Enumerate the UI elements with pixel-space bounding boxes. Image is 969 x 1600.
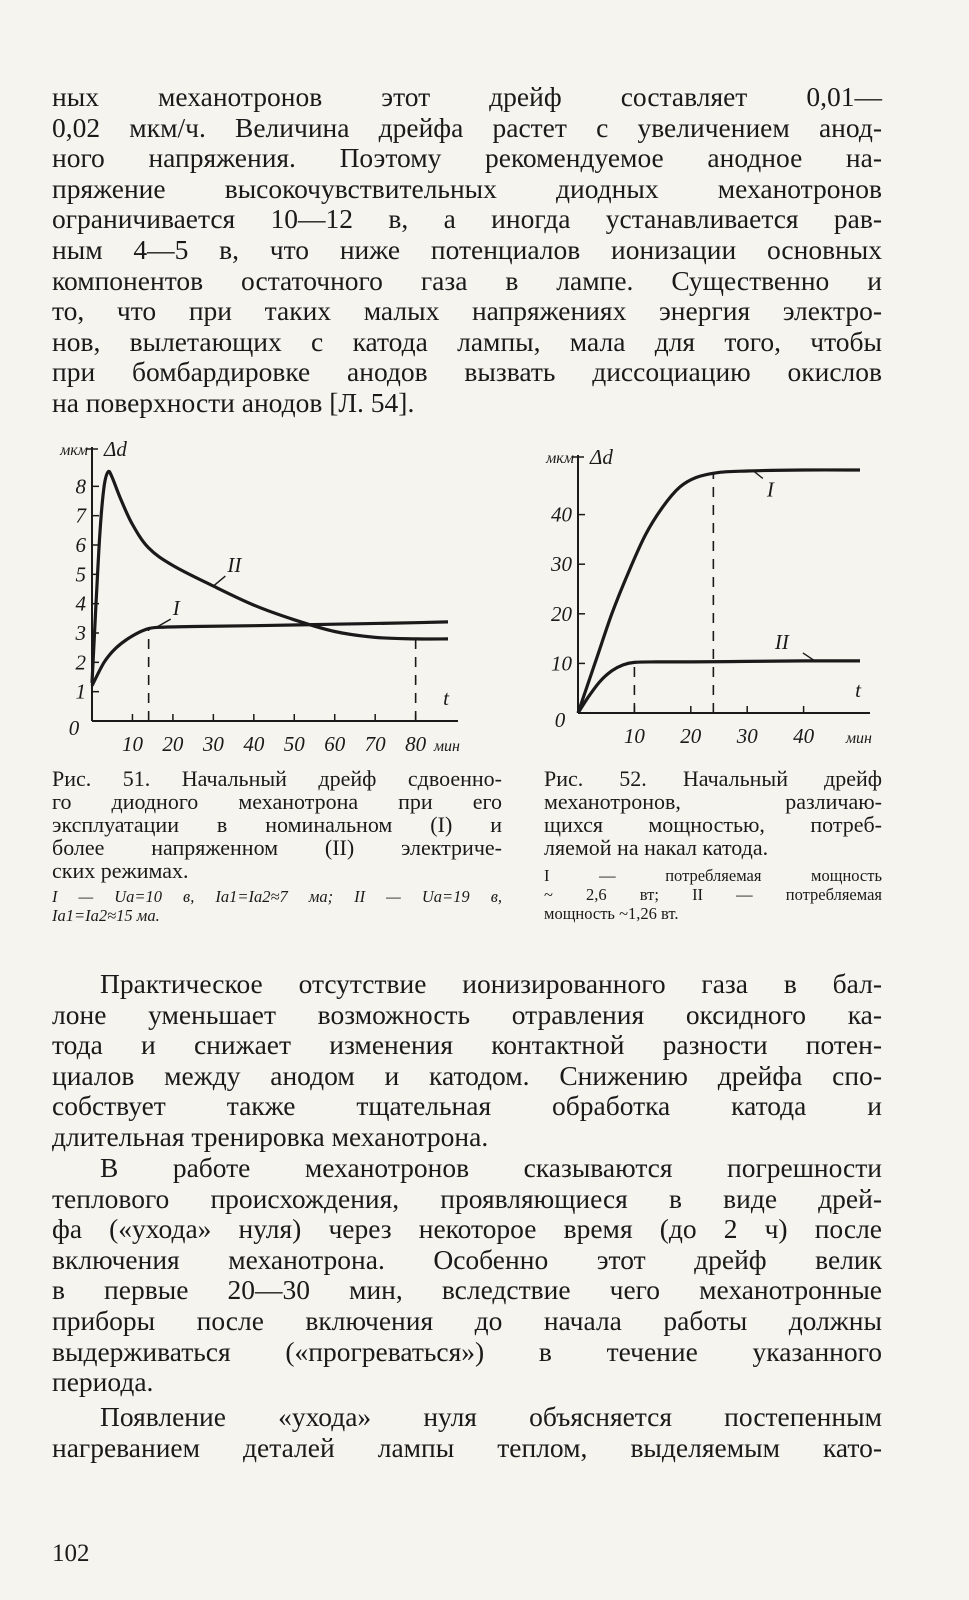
x-axis-label: t [855, 678, 861, 702]
text-line: пряжение высокочувствительных диодных механотронов [52, 172, 882, 204]
legend-line: ~ 2,6 вт; II — потребляемая [544, 885, 882, 904]
figure-52-svg [510, 445, 910, 760]
x-tick-label: 20 [680, 724, 702, 748]
text-line: периода. [52, 1366, 154, 1398]
text-line: 0,02 мкм/ч. Величина дрейфа растет с увеличением анод- [52, 111, 882, 143]
x-tick-label: 20 [162, 732, 184, 756]
text-line: в первые 20—30 мин, вследствие чего механотронные [52, 1274, 882, 1306]
text-line: ным 4—5 в, что ниже потенциалов ионизации основных [52, 233, 882, 265]
series-label: II [774, 629, 789, 654]
origin-label: 0 [554, 708, 566, 732]
text-line: включения механотрона. Особенно этот дрейф велик [52, 1243, 882, 1275]
x-tick-label: 10 [623, 724, 645, 748]
origin-label: 0 [68, 716, 80, 740]
y-tick-label: 6 [75, 533, 86, 557]
figure-51-caption [52, 767, 502, 882]
x-tick-label: 60 [324, 732, 346, 756]
text-line: то, что при таких малых напряжениях энергия электро- [52, 295, 882, 327]
y-tick-label: 2 [75, 650, 86, 675]
caption-line: щихся мощностью, потреб- [544, 812, 882, 837]
legend-line: мощность ~1,26 вт. [544, 904, 679, 923]
y-tick-label: 5 [75, 562, 86, 587]
text-line: теплового происхождения, проявляющиеся в виде дрей- [52, 1182, 882, 1214]
text-line: циалов между анодом и катодом. Снижению дрейфа спо- [52, 1059, 882, 1091]
caption-line: механотронов, различаю- [544, 789, 882, 814]
text-line: собствует также тщательная обработка катода и [52, 1090, 882, 1122]
x-tick-label: 80 [405, 732, 427, 756]
series-label: II [227, 553, 242, 578]
y-tick-label: 4 [75, 591, 86, 616]
x-unit-label: мин [845, 730, 872, 747]
legend-line: I — потребляемая мощность [544, 866, 882, 885]
y-tick-label: 3 [75, 621, 86, 645]
paragraph-4 [52, 1402, 882, 1463]
text-line: приборы после включения до начала работы должны [52, 1304, 882, 1336]
y-unit-label: мкм [60, 442, 88, 459]
text-line: лоне уменьшает возможность отравления оксидного ка- [52, 998, 882, 1030]
x-unit-label: мин [433, 738, 460, 755]
text-line: Практическое отсутствие ионизированного газа в бал- [100, 968, 882, 999]
caption-line: Рис. 52. Начальный дрейф [544, 766, 882, 791]
series-line-ii [92, 471, 448, 683]
y-tick-label: 7 [75, 503, 86, 528]
caption-line: го диодного механотрона при его [52, 789, 502, 814]
text-line: фа («ухода» нуля) через некоторое время (до 2 ч) после [52, 1213, 882, 1245]
y-axis-label: Δd [104, 437, 127, 461]
text-line: ограничивается 10—12 в, а иногда устанавливается рав- [52, 203, 882, 235]
x-tick-label: 70 [364, 732, 386, 756]
series-label: I [766, 477, 774, 502]
y-tick-label: 8 [75, 474, 86, 499]
text-line: выдерживаться («прогреваться») в течение указанного [52, 1335, 882, 1367]
y-unit-label: мкм [546, 450, 574, 467]
figure-52-chart [510, 445, 910, 760]
y-tick-label: 1 [75, 679, 86, 704]
figure-52-legend [544, 866, 882, 923]
x-tick-label: 30 [202, 732, 224, 756]
x-axis-label: t [443, 686, 449, 710]
caption-line: более напряженном (II) электриче- [52, 835, 502, 860]
series-line-i [578, 470, 860, 713]
legend-line: I — Uа=10 в, Iа1=Iа2≈7 ма; II — Uа=19 в, [52, 887, 502, 906]
figure-52-caption [544, 767, 882, 859]
y-axis-label: Δd [590, 445, 613, 469]
text-line: компонентов остаточного газа в лампе. Существенно и [52, 264, 882, 296]
series-label: I [172, 596, 180, 621]
x-tick-label: 30 [736, 724, 758, 748]
paragraph-3 [52, 1153, 882, 1398]
text-line: при бомбардировке анодов вызвать диссоциацию окислов [52, 356, 882, 388]
y-tick-label: 20 [551, 601, 572, 626]
page-number: 102 [52, 1540, 90, 1567]
legend-line: Iа1=Iа2≈15 ма. [52, 906, 160, 925]
x-tick-label: 10 [121, 732, 143, 756]
text-line: на поверхности анодов [Л. 54]. [52, 386, 415, 418]
series-label-leader [213, 576, 225, 586]
caption-line: эксплуатации в номинальном (I) и [52, 812, 502, 837]
text-line: В работе механотронов сказываются погрешности [100, 1152, 882, 1183]
text-line: ного напряжения. Поэтому рекомендуемое анодное на- [52, 142, 882, 174]
y-tick-label: 30 [551, 552, 572, 577]
top-paragraph [52, 82, 882, 419]
y-tick-label: 40 [551, 502, 572, 527]
caption-line: Рис. 51. Начальный дрейф сдвоенно- [52, 766, 502, 791]
paragraph-2 [52, 969, 882, 1153]
caption-line: ляемой на накал катода. [544, 835, 769, 860]
text-line: тода и снижает изменения контактной разности потен- [52, 1029, 882, 1061]
text-line: нов, вылетающих с катода лампы, мала для того, чтобы [52, 325, 882, 357]
figure-51-legend [52, 887, 502, 925]
series-line-ii [578, 661, 860, 713]
text-line: Появление «ухода» нуля объясняется постепенным [100, 1401, 882, 1432]
x-tick-label: 40 [243, 732, 265, 756]
x-tick-label: 40 [793, 724, 815, 748]
text-line: ных механотронов этот дрейф составляет 0,01— [52, 81, 882, 112]
caption-line: ских режимах. [52, 858, 189, 883]
series-line-i [92, 622, 448, 686]
y-tick-label: 10 [551, 651, 572, 676]
figure-51-chart [40, 437, 500, 760]
text-line: нагреванием деталей лампы теплом, выделяемым като- [52, 1431, 882, 1463]
x-tick-label: 50 [283, 732, 305, 756]
figure-51-svg [40, 437, 500, 760]
text-line: длительная тренировка механотрона. [52, 1120, 489, 1152]
